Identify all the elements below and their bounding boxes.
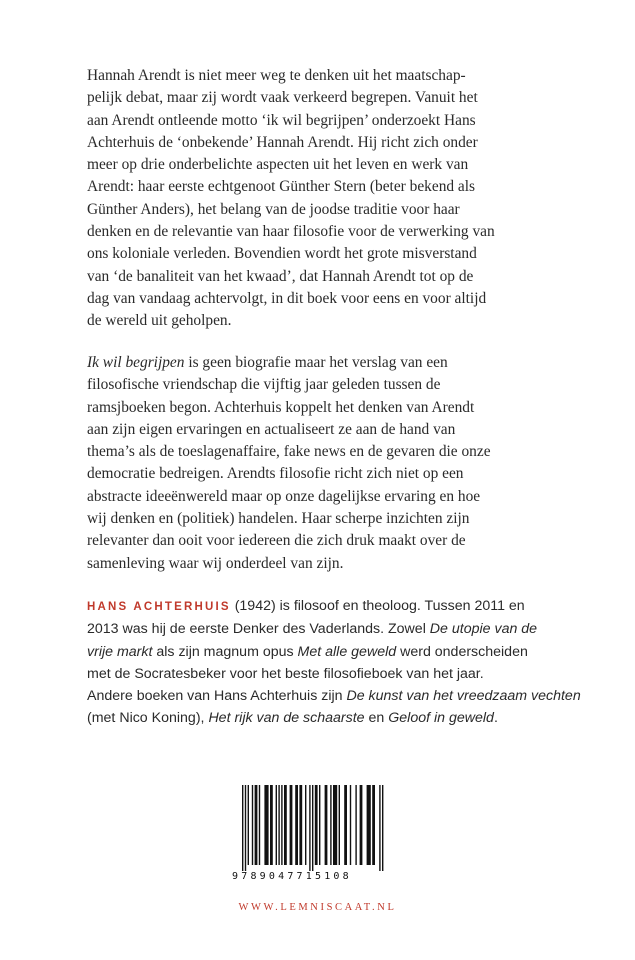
paragraph-2-first-line-rest: is geen biografie maar het verslag van een [184,354,448,371]
text-line: filosofische vriendschap die vijftig jaar geleden tussen de [87,376,441,394]
bio-text: werd onderscheiden [396,643,528,660]
bio-book-title: Geloof in geweld [388,710,494,727]
paragraph-1-lines [87,65,557,333]
barcode-bar [330,785,331,865]
barcode-bar [245,785,246,873]
barcode-bar [325,785,328,865]
paragraph-2-first-line [87,352,557,374]
bio-text: Andere boeken van Hans Achterhuis zijn [87,688,347,705]
barcode-bar [290,785,293,865]
barcode-bar [372,785,375,865]
text-line: de wereld uit geholpen. [87,312,232,330]
author-bio [87,595,581,730]
bio-line [87,707,567,729]
barcode-bar [295,785,298,865]
barcode-bar [312,785,313,873]
text-line: Hannah Arendt is niet meer weg te denken uit het maatschap- [87,67,466,84]
text-line: ons koloniale verleden. Bovendien wordt het grote misverstand [87,245,477,263]
barcode-bar [339,785,340,865]
text-line: abstracte ideeënwereld maar op onze dagelijkse ervaring en hoe [87,487,481,505]
barcode-bar [333,785,337,865]
bio-line [87,641,567,663]
back-cover-paragraph-2 [87,352,557,575]
bio-book-title: Met alle geweld [297,643,397,660]
bio-text: (met Nico Koning), [87,710,209,727]
text-line: democratie bedreigen. Arendts filosofie richt zich niet op een [87,465,464,483]
barcode-bar [284,785,287,865]
barcode-bar [360,785,363,865]
text-line: thema’s als de toeslagenaffaire, fake news en de gevaren die onze [87,443,491,461]
bio-text: (1942) is filosoof en theoloog. Tussen 2011 en [230,598,525,614]
text-line: Günther Anders), het belang van de joodse traditie voor haar [87,200,460,218]
text-line: ramsjboeken begon. Achterhuis koppelt het denken van Arendt [87,398,475,416]
barcode-bar [276,785,277,865]
isbn-number: 9789047715108 [232,871,418,882]
text-line: wij denken en (politiek) handelen. Haar scherpe inzichten zijn [87,510,470,528]
back-cover-paragraph-1 [87,65,557,333]
text-line: pelijk debat, maar zij wordt vaak verkeerd begrepen. Vanuit het [87,89,478,107]
barcode-bars [220,785,420,873]
barcode-bar [299,785,302,865]
text-line: aan Arendt ontleende motto ‘ik wil begrijpen’ onderzoekt Hans [87,111,476,129]
text-line: aan zijn eigen ervaringen en actualiseert ze aan de hand van [87,420,456,438]
bio-line [87,618,567,640]
bio-text: 2013 was hij de eerste Denker des Vaderlands. Zowel [87,621,430,638]
bio-text: als zijn magnum opus [152,643,298,660]
barcode-bar [315,785,318,865]
bio-book-title: vrije markt [87,643,153,660]
barcode-bar [382,785,383,873]
bio-book-title: De kunst van het vreedzaam vechten [346,688,581,705]
barcode-bar [281,785,282,865]
barcode-bar [278,785,279,865]
paragraph-2-lines [87,352,557,575]
bio-text: en [364,710,389,727]
barcode-bar [305,785,306,865]
barcode-bar [350,785,351,865]
barcode-bar [259,785,260,865]
text-line: Achterhuis de ‘onbekende’ Hannah Arendt. Hij richt zich onder [87,133,478,151]
text-line: denken en de relevantie van haar filosofie voor de verwerking van [87,223,495,241]
bio-text: . [493,710,498,727]
barcode-bar [344,785,347,865]
publisher-website: WWW.LEMNISCAAT.NL [238,902,397,913]
text-line: samenleving waar wij onderdeel van zijn. [87,554,344,572]
barcode-bar [264,785,268,865]
barcode-bar [252,785,253,865]
text-line: meer op drie onderbelichte aspecten uit het leven en werk van [87,156,469,174]
book-title-italic: Ik wil begrijpen [87,354,185,371]
bio-line [87,595,567,618]
barcode-bar [367,785,371,865]
barcode-bar [248,785,249,865]
bio-book-title: De utopie van de [429,621,538,638]
barcode-bar [319,785,320,865]
barcode-bar [270,785,273,865]
bio-text: met de Socratesbeker voor het beste filosofieboek van het jaar. [87,665,484,682]
bio-book-title: Het rijk van de schaarste [208,710,365,727]
barcode-bar [242,785,243,873]
text-line: Arendt: haar eerste echtgenoot Günther Stern (beter bekend als [87,178,476,196]
author-name: HANS ACHTERHUIS [87,601,231,613]
bio-line [87,685,581,707]
barcode-bar [255,785,258,865]
text-line: dag van vandaag achtervolgt, in dit boek voor eens en voor altijd [87,289,487,307]
barcode-bar [355,785,356,865]
barcode-bar [379,785,380,873]
bio-line [87,663,567,685]
text-line: van ‘de banaliteit van het kwaad’, dat Hannah Arendt tot op de [87,267,474,285]
text-line: relevanter dan ooit voor iedereen die zich druk maakt over de [87,532,466,550]
barcode-bar [309,785,310,873]
